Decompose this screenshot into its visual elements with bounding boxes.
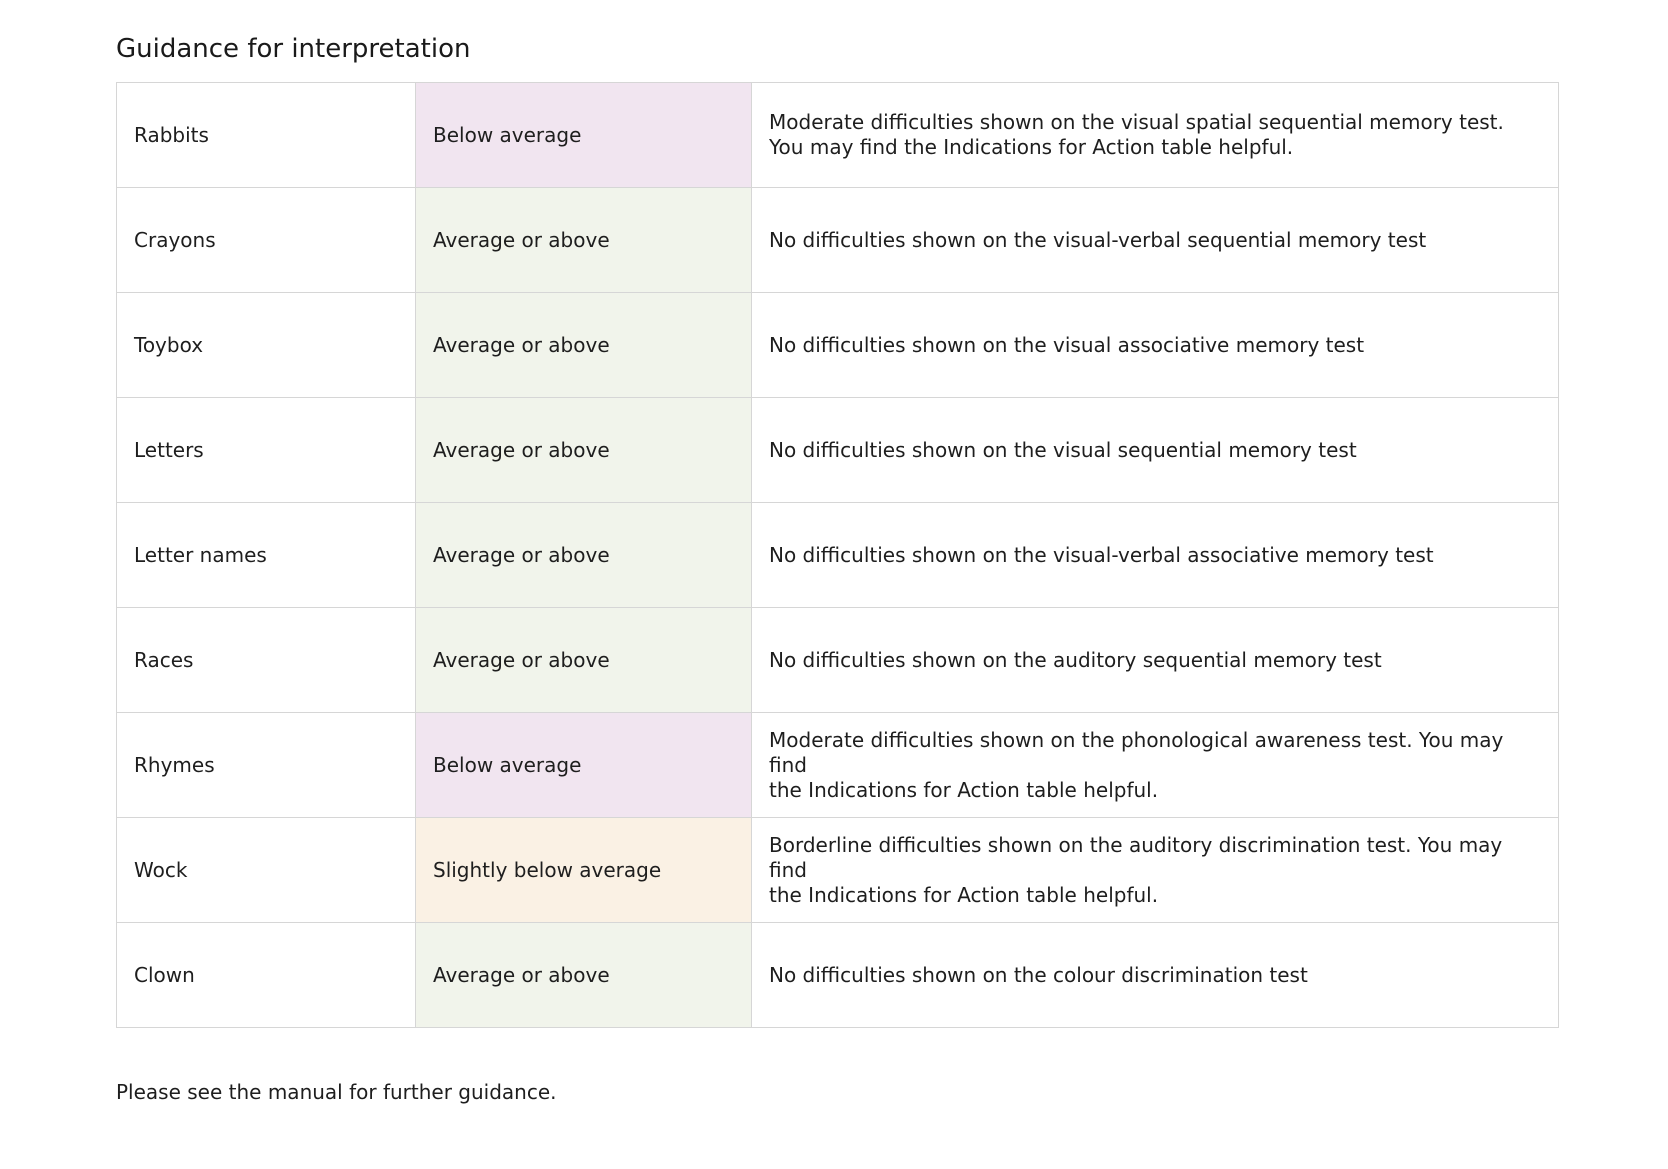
result-band-cell: Below average [416,713,752,818]
table-row [117,188,1559,293]
description-line: No difficulties shown on the colour discrimination test [769,962,1308,987]
description-cell [752,398,1559,503]
footer-note: Please see the manual for further guidance. [116,1080,557,1104]
result-band-cell: Average or above [416,188,752,293]
result-band-cell: Average or above [416,608,752,713]
description-line: the Indications for Action table helpful. [769,777,1159,802]
test-name-cell: Races [117,608,416,713]
test-name-cell: Crayons [117,188,416,293]
guidance-table [116,82,1559,1028]
test-name-cell: Letters [117,398,416,503]
page-title: Guidance for interpretation [116,34,471,64]
table-row [117,293,1559,398]
description-line: No difficulties shown on the visual-verbal associative memory test [769,542,1434,567]
test-name-cell: Letter names [117,503,416,608]
description-cell [752,188,1559,293]
description-line: Borderline difficulties shown on the auditory discrimination test. You may find [769,832,1503,882]
description-line: No difficulties shown on the visual associative memory test [769,332,1365,357]
table-row [117,923,1559,1028]
result-band-cell: Average or above [416,398,752,503]
result-band-cell: Average or above [416,293,752,398]
description-line: No difficulties shown on the visual-verbal sequential memory test [769,227,1427,252]
table-row [117,713,1559,818]
description-line: You may find the Indications for Action table helpful. [769,135,1294,159]
table-row [117,83,1559,188]
description-cell [752,503,1559,608]
description-cell [752,83,1559,188]
description-line: No difficulties shown on the auditory sequential memory test [769,647,1382,672]
description-line: No difficulties shown on the visual sequential memory test [769,437,1357,462]
description-cell [752,293,1559,398]
table-row [117,818,1559,923]
test-name-cell: Toybox [117,293,416,398]
result-band-cell: Average or above [416,503,752,608]
table-row [117,503,1559,608]
guidance-table-body [117,83,1559,1028]
description-cell [752,818,1559,923]
description-line: Moderate difficulties shown on the phonological awareness test. You may find [769,727,1504,777]
description-line: the Indications for Action table helpful. [769,882,1159,907]
test-name-cell: Wock [117,818,416,923]
test-name-cell: Rabbits [117,83,416,188]
result-band-cell: Average or above [416,923,752,1028]
description-cell [752,713,1559,818]
test-name-cell: Clown [117,923,416,1028]
result-band-cell: Slightly below average [416,818,752,923]
table-row [117,608,1559,713]
description-cell [752,608,1559,713]
table-row [117,398,1559,503]
description-cell [752,923,1559,1028]
description-line: Moderate difficulties shown on the visual spatial sequential memory test. [769,110,1504,134]
test-name-cell: Rhymes [117,713,416,818]
result-band-cell: Below average [416,83,752,188]
